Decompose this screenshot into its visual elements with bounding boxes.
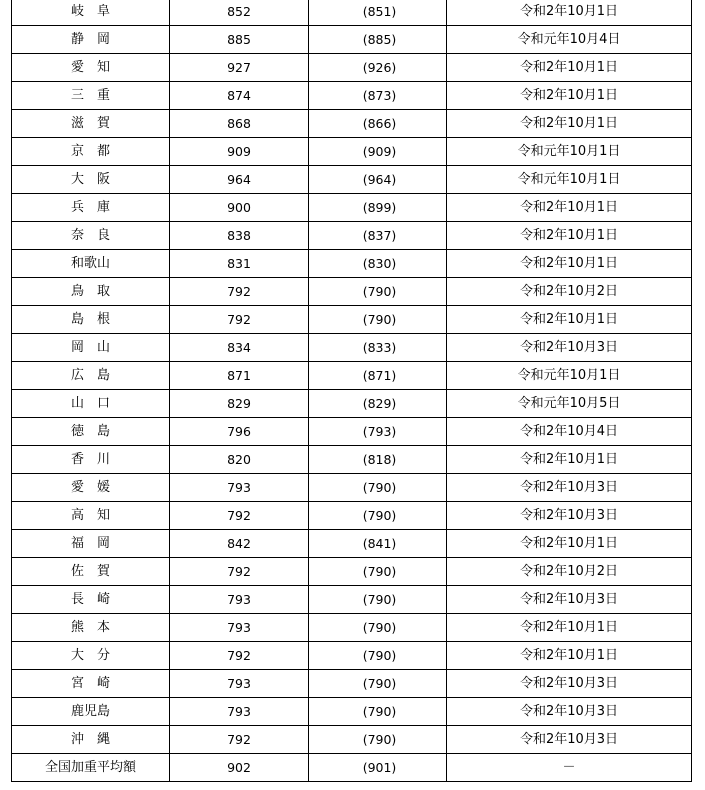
prefecture-cell: 滋 賀 [12, 110, 170, 138]
prefecture-cell: 鹿児島 [12, 698, 170, 726]
effective-date-cell: 令和2年10月3日 [447, 502, 692, 530]
effective-date-cell: 令和2年10月3日 [447, 334, 692, 362]
table-row [12, 474, 692, 502]
wage-cell: 792 [170, 642, 309, 670]
effective-date-cell: 令和元年10月1日 [447, 362, 692, 390]
effective-date-cell: 令和2年10月1日 [447, 110, 692, 138]
wage-cell: 927 [170, 54, 309, 82]
wage-cell: 792 [170, 726, 309, 754]
effective-date-cell: 令和2年10月2日 [447, 278, 692, 306]
table-row [12, 0, 692, 26]
previous-wage-cell: (851) [309, 0, 447, 26]
wage-cell: 829 [170, 390, 309, 418]
wage-cell: 834 [170, 334, 309, 362]
wage-cell: 902 [170, 754, 309, 782]
prefecture-cell: 島 根 [12, 306, 170, 334]
table-row [12, 530, 692, 558]
table-row [12, 306, 692, 334]
prefecture-cell: 大 阪 [12, 166, 170, 194]
effective-date-cell: 令和2年10月3日 [447, 586, 692, 614]
effective-date-cell: 令和2年10月2日 [447, 558, 692, 586]
previous-wage-cell: (899) [309, 194, 447, 222]
prefecture-cell: 徳 島 [12, 418, 170, 446]
effective-date-cell: 令和2年10月1日 [447, 306, 692, 334]
table-row [12, 54, 692, 82]
wage-cell: 874 [170, 82, 309, 110]
table-row [12, 82, 692, 110]
table-row [12, 586, 692, 614]
previous-wage-cell: (866) [309, 110, 447, 138]
table-row [12, 138, 692, 166]
prefecture-cell: 大 分 [12, 642, 170, 670]
previous-wage-cell: (885) [309, 26, 447, 54]
previous-wage-cell: (790) [309, 670, 447, 698]
previous-wage-cell: (790) [309, 586, 447, 614]
effective-date-cell: 令和2年10月1日 [447, 446, 692, 474]
previous-wage-cell: (841) [309, 530, 447, 558]
table-row [12, 614, 692, 642]
table-row [12, 278, 692, 306]
prefecture-cell: 奈 良 [12, 222, 170, 250]
previous-wage-cell: (909) [309, 138, 447, 166]
minimum-wage-table-body [12, 0, 692, 782]
table-row [12, 110, 692, 138]
previous-wage-cell: (964) [309, 166, 447, 194]
table-row [12, 362, 692, 390]
table-row [12, 250, 692, 278]
wage-cell: 909 [170, 138, 309, 166]
previous-wage-cell: (790) [309, 558, 447, 586]
prefecture-cell: 静 岡 [12, 26, 170, 54]
effective-date-cell: 令和2年10月3日 [447, 670, 692, 698]
wage-cell: 796 [170, 418, 309, 446]
prefecture-cell: 高 知 [12, 502, 170, 530]
wage-cell: 885 [170, 26, 309, 54]
prefecture-cell: 香 川 [12, 446, 170, 474]
prefecture-cell: 岐 阜 [12, 0, 170, 26]
prefecture-cell: 沖 縄 [12, 726, 170, 754]
previous-wage-cell: (926) [309, 54, 447, 82]
prefecture-cell: 鳥 取 [12, 278, 170, 306]
effective-date-cell: 令和2年10月1日 [447, 642, 692, 670]
prefecture-cell: 岡 山 [12, 334, 170, 362]
prefecture-cell: 福 岡 [12, 530, 170, 558]
wage-cell: 871 [170, 362, 309, 390]
prefecture-cell: 全国加重平均額 [12, 754, 170, 782]
wage-cell: 820 [170, 446, 309, 474]
effective-date-cell: 令和2年10月4日 [447, 418, 692, 446]
previous-wage-cell: (790) [309, 474, 447, 502]
wage-cell: 868 [170, 110, 309, 138]
effective-date-cell: 令和2年10月3日 [447, 698, 692, 726]
effective-date-cell: － [447, 754, 692, 782]
table-row [12, 390, 692, 418]
table-row [12, 670, 692, 698]
previous-wage-cell: (790) [309, 278, 447, 306]
effective-date-cell: 令和2年10月1日 [447, 222, 692, 250]
previous-wage-cell: (829) [309, 390, 447, 418]
table-row [12, 166, 692, 194]
previous-wage-cell: (790) [309, 306, 447, 334]
effective-date-cell: 令和2年10月3日 [447, 474, 692, 502]
previous-wage-cell: (790) [309, 698, 447, 726]
prefecture-cell: 宮 崎 [12, 670, 170, 698]
effective-date-cell: 令和2年10月1日 [447, 0, 692, 26]
prefecture-cell: 兵 庫 [12, 194, 170, 222]
table-row [12, 502, 692, 530]
prefecture-cell: 和歌山 [12, 250, 170, 278]
table-row [12, 334, 692, 362]
table-row [12, 642, 692, 670]
previous-wage-cell: (790) [309, 614, 447, 642]
table-row [12, 222, 692, 250]
effective-date-cell: 令和2年10月1日 [447, 530, 692, 558]
table-row [12, 726, 692, 754]
prefecture-cell: 熊 本 [12, 614, 170, 642]
prefecture-cell: 愛 媛 [12, 474, 170, 502]
national-average-row [12, 754, 692, 782]
previous-wage-cell: (873) [309, 82, 447, 110]
effective-date-cell: 令和2年10月1日 [447, 194, 692, 222]
previous-wage-cell: (790) [309, 726, 447, 754]
prefecture-cell: 佐 賀 [12, 558, 170, 586]
previous-wage-cell: (790) [309, 502, 447, 530]
previous-wage-cell: (830) [309, 250, 447, 278]
wage-cell: 838 [170, 222, 309, 250]
wage-cell: 792 [170, 502, 309, 530]
table-row [12, 194, 692, 222]
table-row [12, 558, 692, 586]
effective-date-cell: 令和2年10月3日 [447, 726, 692, 754]
wage-cell: 831 [170, 250, 309, 278]
wage-cell: 900 [170, 194, 309, 222]
previous-wage-cell: (818) [309, 446, 447, 474]
previous-wage-cell: (833) [309, 334, 447, 362]
wage-cell: 792 [170, 306, 309, 334]
table-row [12, 698, 692, 726]
effective-date-cell: 令和2年10月1日 [447, 54, 692, 82]
previous-wage-cell: (793) [309, 418, 447, 446]
wage-cell: 964 [170, 166, 309, 194]
wage-cell: 792 [170, 278, 309, 306]
previous-wage-cell: (901) [309, 754, 447, 782]
table-row [12, 418, 692, 446]
wage-cell: 793 [170, 670, 309, 698]
wage-cell: 793 [170, 614, 309, 642]
effective-date-cell: 令和2年10月1日 [447, 614, 692, 642]
previous-wage-cell: (790) [309, 642, 447, 670]
wage-cell: 792 [170, 558, 309, 586]
wage-cell: 793 [170, 474, 309, 502]
effective-date-cell: 令和元年10月5日 [447, 390, 692, 418]
minimum-wage-table [11, 0, 692, 782]
prefecture-cell: 愛 知 [12, 54, 170, 82]
prefecture-cell: 広 島 [12, 362, 170, 390]
prefecture-cell: 山 口 [12, 390, 170, 418]
previous-wage-cell: (837) [309, 222, 447, 250]
wage-cell: 852 [170, 0, 309, 26]
wage-cell: 842 [170, 530, 309, 558]
effective-date-cell: 令和2年10月1日 [447, 82, 692, 110]
table-row [12, 26, 692, 54]
wage-cell: 793 [170, 698, 309, 726]
wage-cell: 793 [170, 586, 309, 614]
effective-date-cell: 令和元年10月1日 [447, 138, 692, 166]
effective-date-cell: 令和元年10月4日 [447, 26, 692, 54]
prefecture-cell: 京 都 [12, 138, 170, 166]
previous-wage-cell: (871) [309, 362, 447, 390]
table-row [12, 446, 692, 474]
effective-date-cell: 令和元年10月1日 [447, 166, 692, 194]
prefecture-cell: 長 崎 [12, 586, 170, 614]
prefecture-cell: 三 重 [12, 82, 170, 110]
effective-date-cell: 令和2年10月1日 [447, 250, 692, 278]
